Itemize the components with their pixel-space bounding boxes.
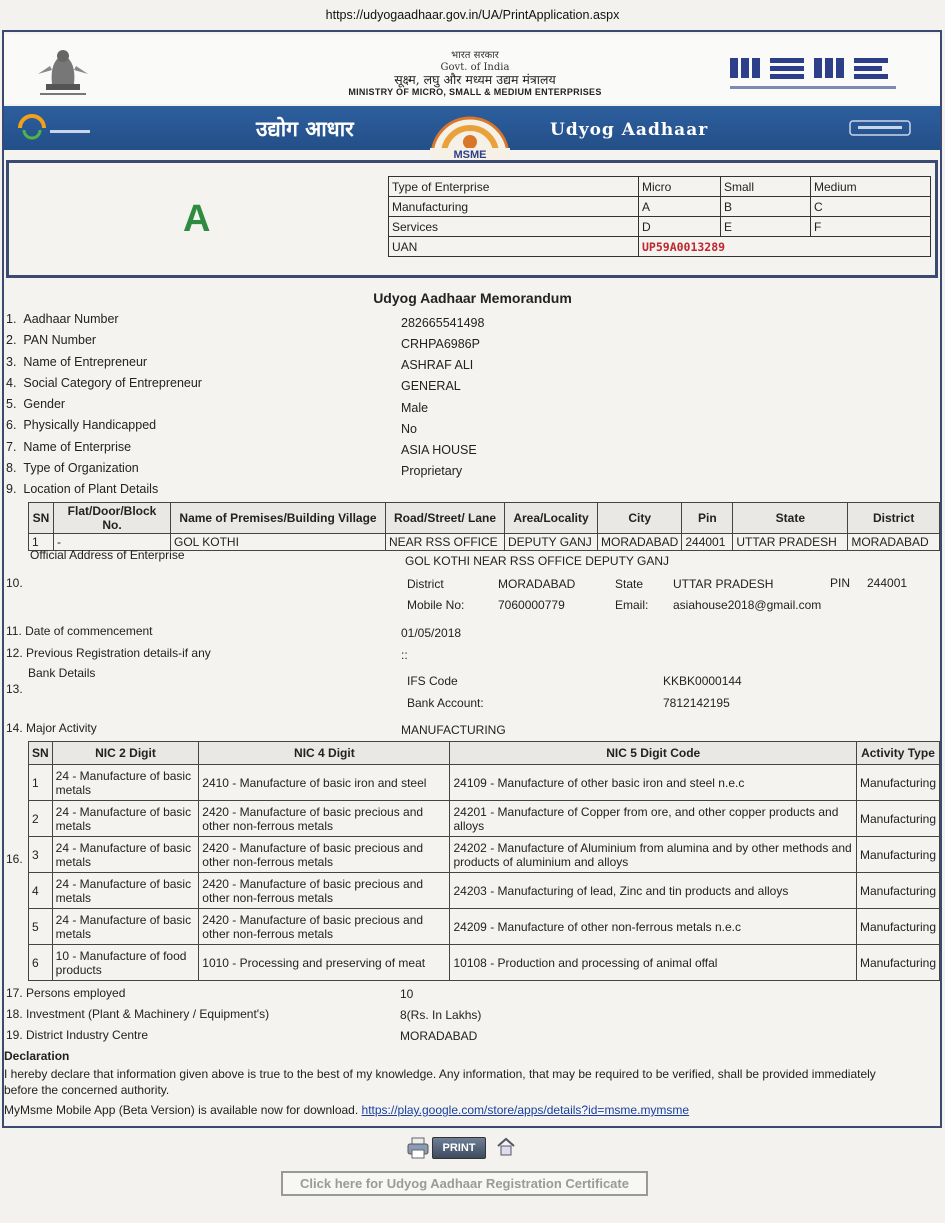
pin-value: 244001: [867, 576, 908, 590]
commencement-value: 01/05/2018: [401, 626, 462, 640]
column-header: Pin: [682, 503, 733, 534]
major-activity-value: MANUFACTURING: [401, 723, 506, 737]
table-cell: 1010 - Processing and preserving of meat: [199, 945, 450, 981]
table-cell: 2420 - Manufacture of basic precious and other non-ferrous metals: [199, 837, 450, 873]
table-cell: 2420 - Manufacture of basic precious and other non-ferrous metals: [199, 801, 450, 837]
field-value: Male: [401, 401, 429, 415]
table-cell: 1: [29, 534, 54, 551]
govt-english: Govt. of India: [440, 62, 510, 73]
dic-label: 19. District Industry Centre: [6, 1028, 149, 1042]
field-value: GENERAL: [401, 379, 461, 393]
persons-value: 10: [400, 987, 414, 1001]
table-cell: MORADABAD: [848, 534, 940, 551]
table-cell: 24 - Manufacture of basic metals: [52, 801, 199, 837]
field-label: 9. Location of Plant Details: [6, 482, 159, 496]
table-cell: NEAR RSS OFFICE: [386, 534, 505, 551]
type-row: [389, 177, 931, 197]
type-cell: Micro: [639, 177, 721, 197]
table-cell: 24201 - Manufacture of Copper from ore, and other copper products and alloys: [450, 801, 856, 837]
dic-value: MORADABAD: [400, 1029, 478, 1043]
column-header: NIC 4 Digit: [199, 742, 450, 765]
registration-certificate-button[interactable]: Click here for Udyog Aadhaar Registration Certificate: [281, 1171, 648, 1196]
table-cell: 2420 - Manufacture of basic precious and other non-ferrous metals: [199, 909, 450, 945]
account-label: Bank Account:: [407, 696, 484, 710]
nic-number: 16.: [6, 852, 23, 866]
page-url: https://udyogaadhaar.gov.in/UA/PrintApplication.aspx: [325, 8, 620, 22]
field-label: 4. Social Category of Entrepreneur: [6, 376, 202, 390]
ifs-label: IFS Code: [407, 674, 458, 688]
ministry-hindi: सूक्ष्म, लघु और मध्यम उद्यम मंत्रालय: [394, 72, 556, 87]
table-cell: Manufacturing: [856, 873, 939, 909]
state-label: State: [615, 577, 644, 591]
table-cell: 244001: [682, 534, 733, 551]
district-value: MORADABAD: [498, 577, 576, 591]
column-header: Activity Type: [856, 742, 939, 765]
address-line: GOL KOTHI NEAR RSS OFFICE DEPUTY GANJ: [405, 554, 670, 568]
commencement-label: 11. Date of commencement: [6, 624, 153, 638]
declaration-text-2: before the concerned authority.: [4, 1083, 170, 1097]
field-label: 2. PAN Number: [6, 333, 97, 347]
major-activity-label: 14. Major Activity: [6, 721, 97, 735]
state-value: UTTAR PRADESH: [673, 577, 774, 591]
ministry-english: MINISTRY OF MICRO, SMALL & MEDIUM ENTERPRISES: [348, 87, 602, 97]
field-label: 1. Aadhaar Number: [6, 312, 119, 326]
mobile-value: 7060000779: [498, 598, 565, 612]
table-header-row: [29, 503, 940, 534]
nic-activity-table: [28, 741, 940, 981]
msme-logo-icon: [728, 52, 904, 98]
field-value: No: [401, 422, 417, 436]
ministry-heading: [290, 50, 660, 98]
play-store-link[interactable]: https://play.google.com/store/apps/details?id=msme.mymsme: [361, 1103, 690, 1117]
mobile-label: Mobile No:: [407, 598, 465, 612]
table-cell: 2420 - Manufacture of basic precious and other non-ferrous metals: [199, 873, 450, 909]
ifs-value: KKBK0000144: [663, 674, 742, 688]
field-label: 6. Physically Handicapped: [6, 418, 157, 432]
type-cell: E: [721, 217, 811, 237]
printer-icon[interactable]: [406, 1136, 430, 1160]
column-header: Road/Street/ Lane: [386, 503, 505, 534]
field-label: 5. Gender: [6, 397, 66, 411]
table-cell: 24 - Manufacture of basic metals: [52, 837, 199, 873]
table-cell: 10 - Manufacture of food products: [52, 945, 199, 981]
uan-label: UAN: [389, 237, 639, 257]
seal-msme-text: MSME: [453, 149, 487, 160]
table-row: [29, 945, 940, 981]
field-value: ASHRAF ALI: [401, 358, 474, 372]
enterprise-category: A: [183, 198, 211, 240]
table-row: [29, 909, 940, 945]
table-cell: Manufacturing: [856, 945, 939, 981]
field-value: 282665541498: [401, 316, 485, 330]
national-emblem-icon: [32, 44, 94, 100]
column-header: NIC 2 Digit: [52, 742, 199, 765]
account-value: 7812142195: [663, 696, 730, 710]
table-cell: 24 - Manufacture of basic metals: [52, 909, 199, 945]
table-cell: -: [54, 534, 171, 551]
table-cell: MORADABAD: [598, 534, 682, 551]
table-cell: 24202 - Manufacture of Aluminium from alumina and by other methods and products of aluminium and alloys: [450, 837, 856, 873]
email-value: asiahouse2018@gmail.com: [673, 598, 822, 612]
table-cell: Manufacturing: [856, 801, 939, 837]
plant-location-table: [28, 502, 940, 551]
table-cell: 5: [29, 909, 53, 945]
table-cell: 24 - Manufacture of basic metals: [52, 873, 199, 909]
table-cell: 24203 - Manufacturing of lead, Zinc and tin products and alloys: [450, 873, 856, 909]
column-header: Area/Locality: [505, 503, 598, 534]
print-controls: [406, 1134, 518, 1162]
type-cell: A: [639, 197, 721, 217]
table-cell: 1: [29, 765, 53, 801]
table-cell: 10108 - Production and processing of animal offal: [450, 945, 856, 981]
type-cell: F: [811, 217, 931, 237]
declaration-text: I hereby declare that information given above is true to the best of my knowledge. Any information, that may be required to be verified, shall be provided immediately: [4, 1067, 876, 1081]
column-header: SN: [29, 503, 54, 534]
type-row: [389, 217, 931, 237]
table-cell: 6: [29, 945, 53, 981]
bank-number: 13.: [6, 682, 23, 696]
table-cell: Manufacturing: [856, 765, 939, 801]
table-cell: GOL KOTHI: [171, 534, 386, 551]
column-header: State: [733, 503, 848, 534]
uan-row: [389, 237, 931, 257]
column-header: District: [848, 503, 940, 534]
column-header: NIC 5 Digit Code: [450, 742, 856, 765]
table-row: [29, 873, 940, 909]
bank-label: Bank Details: [28, 666, 96, 680]
address-number: 10.: [6, 576, 23, 590]
field-value: ASIA HOUSE: [401, 443, 477, 457]
table-cell: 24 - Manufacture of basic metals: [52, 765, 199, 801]
previous-registration-label: 12. Previous Registration details-if any: [6, 646, 211, 660]
field-label: 8. Type of Organization: [6, 461, 139, 475]
uan-value: UP59A0013289: [639, 237, 931, 257]
investment-value: 8(Rs. In Lakhs): [400, 1008, 482, 1022]
type-cell: C: [811, 197, 931, 217]
table-cell: 24109 - Manufacture of other basic iron and steel n.e.c: [450, 765, 856, 801]
persons-label: 17. Persons employed: [6, 986, 126, 1000]
table-cell: 24209 - Manufacture of other non-ferrous metals n.e.c: [450, 909, 856, 945]
table-row: [29, 837, 940, 873]
table-cell: UTTAR PRADESH: [733, 534, 848, 551]
udyog-aadhaar-seal-icon: [418, 108, 522, 160]
enterprise-type-table: [388, 176, 931, 257]
type-cell: Small: [721, 177, 811, 197]
column-header: City: [598, 503, 682, 534]
type-cell: Services: [389, 217, 639, 237]
type-cell: B: [721, 197, 811, 217]
mobile-app-note: MyMsme Mobile App (Beta Version) is available now for download. https://play.google.com/store/apps/details?id=msme.mymsme: [4, 1103, 690, 1117]
table-header-row: [29, 742, 940, 765]
table-cell: 2: [29, 801, 53, 837]
table-cell: DEPUTY GANJ: [505, 534, 598, 551]
table-cell: 3: [29, 837, 53, 873]
column-header: SN: [29, 742, 53, 765]
table-cell: Manufacturing: [856, 837, 939, 873]
memorandum-title: Udyog Aadhaar Memorandum: [373, 290, 572, 306]
table-row: [29, 765, 940, 801]
table-row: [29, 801, 940, 837]
field-label: 7. Name of Enterprise: [6, 440, 132, 454]
banner-right-logo-icon: [848, 117, 912, 139]
pin-label: PIN: [830, 576, 851, 590]
print-button[interactable]: PRINT: [432, 1137, 486, 1159]
table-cell: 2410 - Manufacture of basic iron and steel: [199, 765, 450, 801]
table-cell: Manufacturing: [856, 909, 939, 945]
previous-registration-value: ::: [401, 648, 408, 662]
type-cell: D: [639, 217, 721, 237]
field-label: 3. Name of Entrepreneur: [6, 355, 148, 369]
column-header: Flat/Door/Block No.: [54, 503, 171, 534]
type-row: [389, 197, 931, 217]
banner-hindi-title: उद्योग आधार: [256, 116, 354, 141]
type-cell: Medium: [811, 177, 931, 197]
govt-hindi: भारत सरकार: [451, 50, 499, 61]
type-cell: Type of Enterprise: [389, 177, 639, 197]
type-cell: Manufacturing: [389, 197, 639, 217]
declaration-heading: Declaration: [4, 1049, 70, 1063]
field-value: CRHPA6986P: [401, 337, 480, 351]
digital-india-logo-icon: [14, 112, 110, 144]
field-value: Proprietary: [401, 464, 463, 478]
table-cell: 4: [29, 873, 53, 909]
address-label: Official Address of Enterprise: [30, 548, 185, 562]
investment-label: 18. Investment (Plant & Machinery / Equipment's): [6, 1007, 270, 1021]
email-label: Email:: [615, 598, 649, 612]
banner-english-title: Udyog Aadhaar: [550, 120, 709, 140]
home-icon[interactable]: [496, 1136, 516, 1158]
district-label: District: [407, 577, 444, 591]
column-header: Name of Premises/Building Village: [171, 503, 386, 534]
